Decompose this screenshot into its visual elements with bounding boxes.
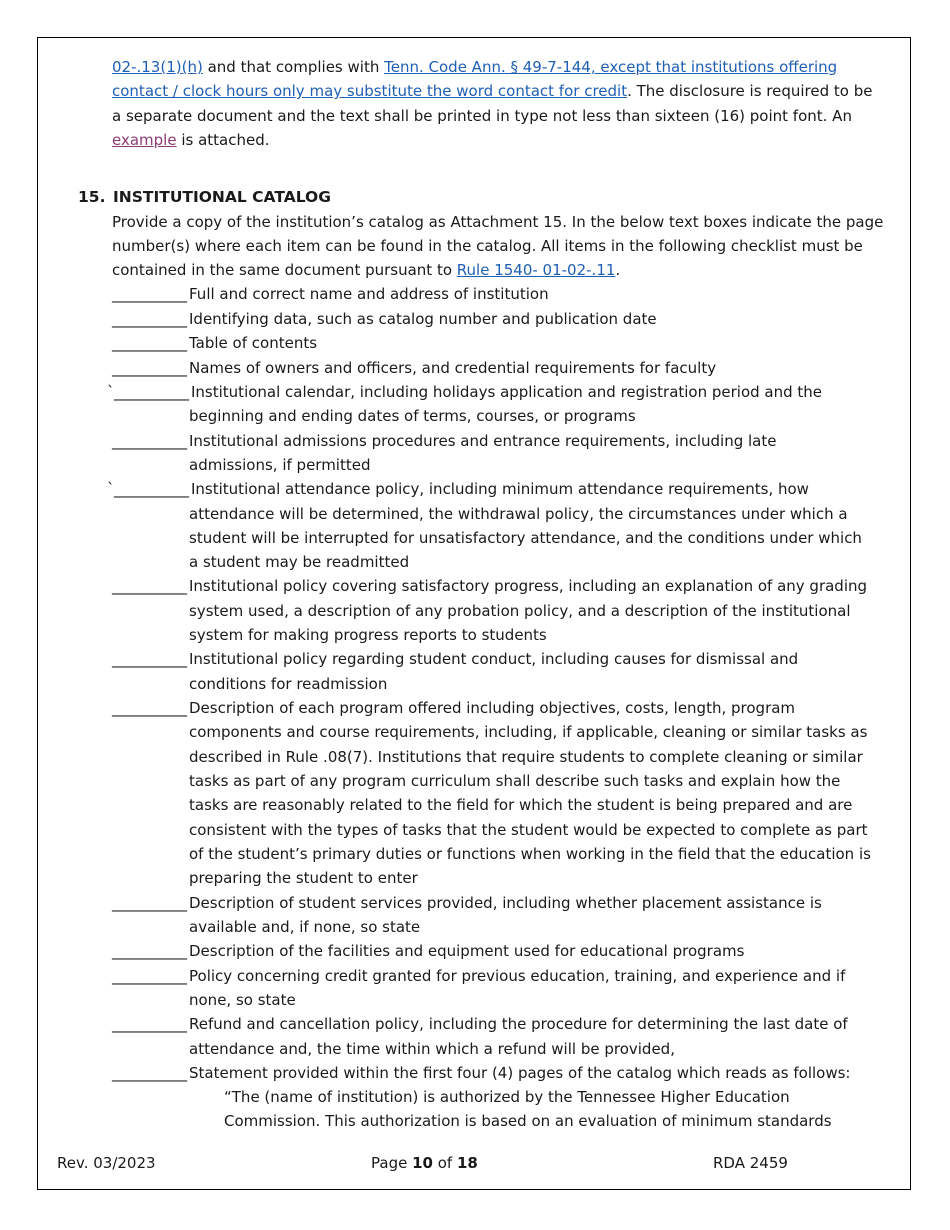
- tenn-code-link-continued[interactable]: contact / clock hours only may substitute the word contact for credit: [112, 82, 628, 100]
- para-text: contained in the same document pursuant to: [112, 261, 457, 279]
- checklist-item-refund-policy: Refund and cancellation policy, including the procedure for determining the last date of: [189, 1015, 848, 1033]
- section-number: 15.: [78, 188, 106, 206]
- page-number-blank[interactable]: __________: [112, 942, 187, 960]
- para-text: .: [615, 261, 621, 279]
- checklist-item-conduct: Institutional policy regarding student conduct, including causes for dismissal and: [189, 650, 799, 668]
- checklist-item-statement-quote: Commission. This authorization is based on an evaluation of minimum standards: [224, 1112, 832, 1130]
- rule-1540-link[interactable]: Rule 1540- 01-02-.11: [456, 261, 616, 279]
- section-para-line-1: Provide a copy of the institution’s catalog as Attachment 15. In the below text boxes indicate the page: [112, 213, 884, 231]
- page-of: of: [432, 1154, 457, 1172]
- rule-link-02-13[interactable]: 02-.13(1)(h): [112, 58, 203, 76]
- checklist-item-program-description-cont: preparing the student to enter: [189, 869, 418, 887]
- checklist-item-program-description-cont: of the student’s primary duties or functions when working in the field that the education is: [189, 845, 871, 863]
- tick-mark: `: [107, 383, 115, 401]
- checklist-item-student-services: Description of student services provided, including whether placement assistance is: [189, 894, 822, 912]
- page-number-blank[interactable]: __________: [112, 1064, 187, 1082]
- checklist-item-statement: Statement provided within the first four (4) pages of the catalog which reads as follows:: [189, 1064, 851, 1082]
- checklist-item-name-address: Full and correct name and address of institution: [189, 285, 549, 303]
- section-para-line-3: [112, 258, 620, 282]
- example-link[interactable]: example: [112, 131, 177, 149]
- page-number-blank[interactable]: __________: [114, 480, 189, 498]
- checklist-item-attendance-cont: attendance will be determined, the withdrawal policy, the circumstances under which a: [189, 505, 848, 523]
- checklist-item-attendance-cont: a student may be readmitted: [189, 553, 410, 571]
- page-number-blank[interactable]: __________: [112, 577, 187, 595]
- checklist-item-progress: Institutional policy covering satisfactory progress, including an explanation of any grading: [189, 577, 868, 595]
- page-number-blank[interactable]: __________: [112, 359, 187, 377]
- page-number-blank[interactable]: __________: [112, 334, 187, 352]
- page-number-blank[interactable]: __________: [112, 650, 187, 668]
- tick-mark: `: [107, 480, 115, 498]
- footer-page-number: [371, 1151, 478, 1175]
- intro-line-2: [112, 79, 872, 103]
- page-number-blank[interactable]: __________: [114, 383, 189, 401]
- checklist-item-program-description-cont: consistent with the types of tasks that the student would be expected to complete as part: [189, 821, 868, 839]
- page-label: Page: [371, 1154, 413, 1172]
- checklist-item-statement-quote: “The (name of institution) is authorized by the Tennessee Higher Education: [224, 1088, 790, 1106]
- checklist-item-program-description-cont: components and course requirements, including, if applicable, cleaning or similar tasks as: [189, 723, 868, 741]
- intro-line-1: [112, 55, 837, 79]
- checklist-item-admissions-cont: admissions, if permitted: [189, 456, 371, 474]
- checklist-item-student-services-cont: available and, if none, so state: [189, 918, 421, 936]
- page-total: 18: [456, 1154, 478, 1172]
- checklist-item-program-description-cont: tasks are reasonably related to the field for which the student is being prepared and are: [189, 796, 853, 814]
- intro-line-3: a separate document and the text shall be printed in type not less than sixteen (16) point font. An: [112, 107, 852, 125]
- checklist-item-progress-cont: system for making progress reports to students: [189, 626, 547, 644]
- checklist-item-conduct-cont: conditions for readmission: [189, 675, 388, 693]
- checklist-item-toc: Table of contents: [189, 334, 318, 352]
- checklist-item-progress-cont: system used, a description of any probation policy, and a description of the institutional: [189, 602, 851, 620]
- checklist-item-refund-policy-cont: attendance and, the time within which a refund will be provided,: [189, 1040, 675, 1058]
- checklist-item-admissions: Institutional admissions procedures and entrance requirements, including late: [189, 432, 777, 450]
- intro-text: . The disclosure is required to be: [627, 82, 873, 100]
- section-para-line-2: number(s) where each item can be found in the catalog. All items in the following checklist must be: [112, 237, 863, 255]
- checklist-item-attendance: Institutional attendance policy, including minimum attendance requirements, how: [191, 480, 809, 498]
- page-frame: [37, 37, 911, 1190]
- checklist-item-program-description-cont: described in Rule .08(7). Institutions that require students to complete cleaning or similar: [189, 748, 863, 766]
- checklist-item-program-description: Description of each program offered including objectives, costs, length, program: [189, 699, 796, 717]
- checklist-item-credit-policy-cont: none, so state: [189, 991, 296, 1009]
- footer-revision: Rev. 03/2023: [57, 1154, 156, 1172]
- checklist-item-attendance-cont: student will be interrupted for unsatisfactory attendance, and the conditions under which: [189, 529, 862, 547]
- page-number-blank[interactable]: __________: [112, 699, 187, 717]
- intro-text: is attached.: [176, 131, 270, 149]
- checklist-item-owners: Names of owners and officers, and credential requirements for faculty: [189, 359, 717, 377]
- checklist-item-identifying-data: Identifying data, such as catalog number and publication date: [189, 310, 657, 328]
- section-title: INSTITUTIONAL CATALOG: [113, 188, 331, 206]
- checklist-item-program-description-cont: tasks as part of any program curriculum shall describe such tasks and explain how the: [189, 772, 841, 790]
- page-number-blank[interactable]: __________: [112, 1015, 187, 1033]
- checklist-item-calendar-cont: beginning and ending dates of terms, courses, or programs: [189, 407, 636, 425]
- intro-line-4: [112, 128, 270, 152]
- page-number-blank[interactable]: __________: [112, 967, 187, 985]
- footer-form-id: RDA 2459: [713, 1154, 788, 1172]
- page-number-blank[interactable]: __________: [112, 432, 187, 450]
- page-number-blank[interactable]: __________: [112, 310, 187, 328]
- page-number-blank[interactable]: __________: [112, 285, 187, 303]
- page-number-blank[interactable]: __________: [112, 894, 187, 912]
- tenn-code-link[interactable]: Tenn. Code Ann. § 49-7-144, except that institutions offering: [384, 58, 838, 76]
- page-current: 10: [412, 1154, 433, 1172]
- checklist-item-calendar: Institutional calendar, including holidays application and registration period and the: [191, 383, 823, 401]
- intro-text: and that complies with: [202, 58, 385, 76]
- checklist-item-credit-policy: Policy concerning credit granted for previous education, training, and experience and if: [189, 967, 846, 985]
- checklist-item-facilities: Description of the facilities and equipment used for educational programs: [189, 942, 745, 960]
